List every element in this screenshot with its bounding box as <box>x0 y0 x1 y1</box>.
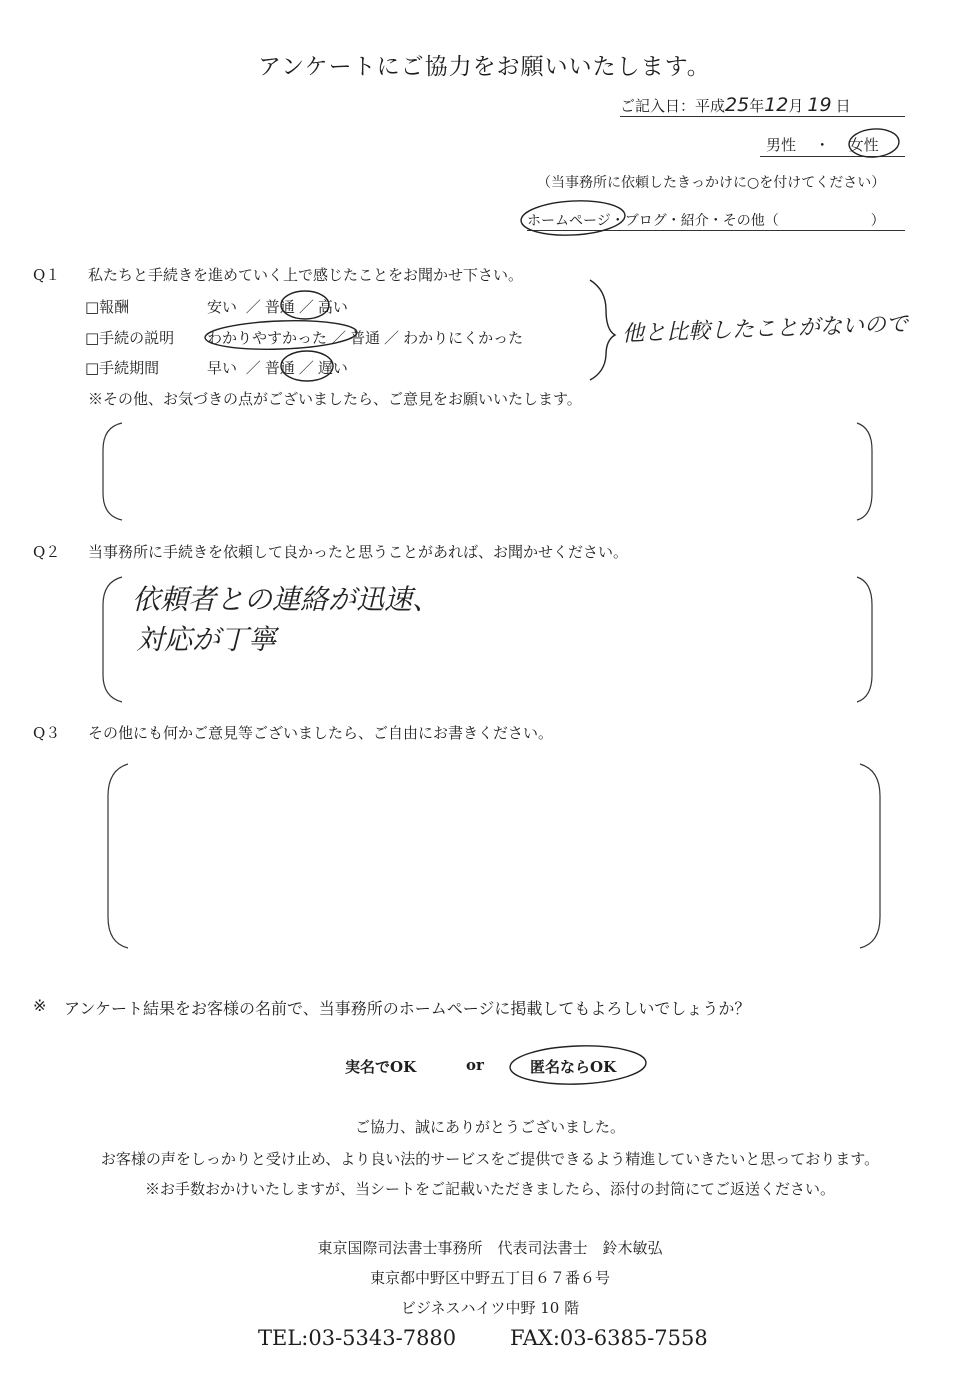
date-year: 25 <box>725 94 750 116</box>
q1-row-fee-label: □報酬 <box>85 298 130 316</box>
consent-option-real-name[interactable]: 実名でOK <box>345 1058 417 1076</box>
date-year-unit: 年 <box>749 97 765 115</box>
gender-separator: ・ <box>814 136 830 154</box>
date-month: 12 <box>764 94 789 116</box>
gender-female-option[interactable]: 女性 <box>848 136 879 154</box>
date-day: 19 <box>807 94 832 116</box>
consent-mark: ※ <box>33 996 47 1015</box>
q1-handwritten-note: 他と比較したことがないので <box>621 312 909 347</box>
separator: ／ <box>331 329 347 347</box>
q2-answer-line-1: 依頼者との連絡が迅速、 <box>132 583 441 616</box>
footer-return-note: ※お手数おかけいたしますが、当シートをご記載いただきましたら、添付の封筒にてご返送ください。 <box>144 1180 835 1198</box>
q1-row-period-label: □手続期間 <box>85 359 160 377</box>
q1-row-explanation-options[interactable] <box>207 327 523 348</box>
q3-answer-area[interactable] <box>120 765 865 945</box>
consent-or: or <box>466 1056 484 1074</box>
date-day-unit: 日 <box>835 97 851 115</box>
q1-other-answer-area[interactable] <box>115 425 865 520</box>
q2-question: 当事務所に手続きを依頼して良かったと思うことがあれば、お聞かせください。 <box>88 543 629 561</box>
q1-fee-opt-high[interactable]: 高い <box>317 298 348 316</box>
q1-period-opt-normal[interactable]: 普通 <box>264 359 295 377</box>
separator: ／ <box>384 329 400 347</box>
date-label: ご記入日：平成 <box>620 97 726 115</box>
q1-question: 私たちと手続きを進めていく上で感じたことをお聞かせ下さい。 <box>88 266 524 284</box>
q2-answer-area[interactable] <box>112 578 862 703</box>
q1-explanation-opt-hard[interactable]: わかりにくかった <box>403 329 524 347</box>
footer-thanks: ご協力、誠にありがとうございました。 <box>354 1118 625 1136</box>
date-month-unit: 月 <box>788 97 804 115</box>
office-building: ビジネスハイツ中野 10 階 <box>400 1299 580 1317</box>
trigger-option-close: ） <box>870 213 885 229</box>
q2-answer-line-2: 対応が丁寧 <box>136 623 277 656</box>
q1-number: Q１ <box>33 266 61 284</box>
q1-fee-opt-cheap[interactable]: 安い <box>207 298 238 316</box>
q1-period-opt-fast[interactable]: 早い <box>207 359 238 377</box>
separator: ／ <box>298 359 314 377</box>
q3-question: その他にも何かご意見等ございましたら、ご自由にお書きください。 <box>88 724 554 742</box>
gender-field[interactable] <box>760 134 905 157</box>
trigger-option-homepage[interactable]: ホームページ <box>527 213 611 229</box>
page-title: アンケートにご協力をお願いいたします。 <box>258 54 711 80</box>
q1-period-opt-slow[interactable]: 遅い <box>317 359 348 377</box>
separator: ／ <box>245 359 261 377</box>
office-address: 東京都中野区中野五丁目６７番６号 <box>369 1269 610 1287</box>
separator: ／ <box>298 298 314 316</box>
gender-male-option[interactable]: 男性 <box>766 136 797 154</box>
office-fax: FAX:03-6385-7558 <box>510 1326 708 1350</box>
q2-number: Q２ <box>33 543 61 561</box>
q1-other-prompt: ※その他、お気づきの点がございましたら、ご意見をお願いいたします。 <box>88 390 582 408</box>
trigger-note: （当事務所に依頼したきっかけに○を付けてください） <box>537 175 886 191</box>
q1-explanation-opt-easy[interactable]: わかりやすかった <box>207 329 328 347</box>
date-field[interactable] <box>620 94 905 117</box>
separator: ／ <box>245 298 261 316</box>
trigger-options[interactable] <box>527 210 905 231</box>
office-tel: TEL:03-5343-7880 <box>258 1326 457 1350</box>
q1-explanation-opt-normal[interactable]: 普通 <box>350 329 381 347</box>
footer-message: お客様の声をしっかりと受け止め、より良い法的サービスをご提供できるよう精進していきたいと思っております。 <box>100 1150 880 1168</box>
trigger-option-others[interactable]: ・ブログ・紹介・その他（ <box>610 213 779 229</box>
q1-row-fee-options[interactable] <box>207 296 348 317</box>
consent-option-anonymous[interactable]: 匿名ならOK <box>530 1058 617 1076</box>
q3-number: Q３ <box>33 724 61 742</box>
q1-fee-opt-normal[interactable]: 普通 <box>264 298 295 316</box>
office-name: 東京国際司法書士事務所 代表司法書士 鈴木敏弘 <box>317 1239 663 1257</box>
q1-row-explanation-label: □手続の説明 <box>85 329 175 347</box>
q1-brace <box>590 280 615 380</box>
consent-question: アンケート結果をお客様の名前で、当事務所のホームページに掲載してもよろしいでしょうか？ <box>64 999 751 1018</box>
q1-row-period-options[interactable] <box>207 357 348 378</box>
